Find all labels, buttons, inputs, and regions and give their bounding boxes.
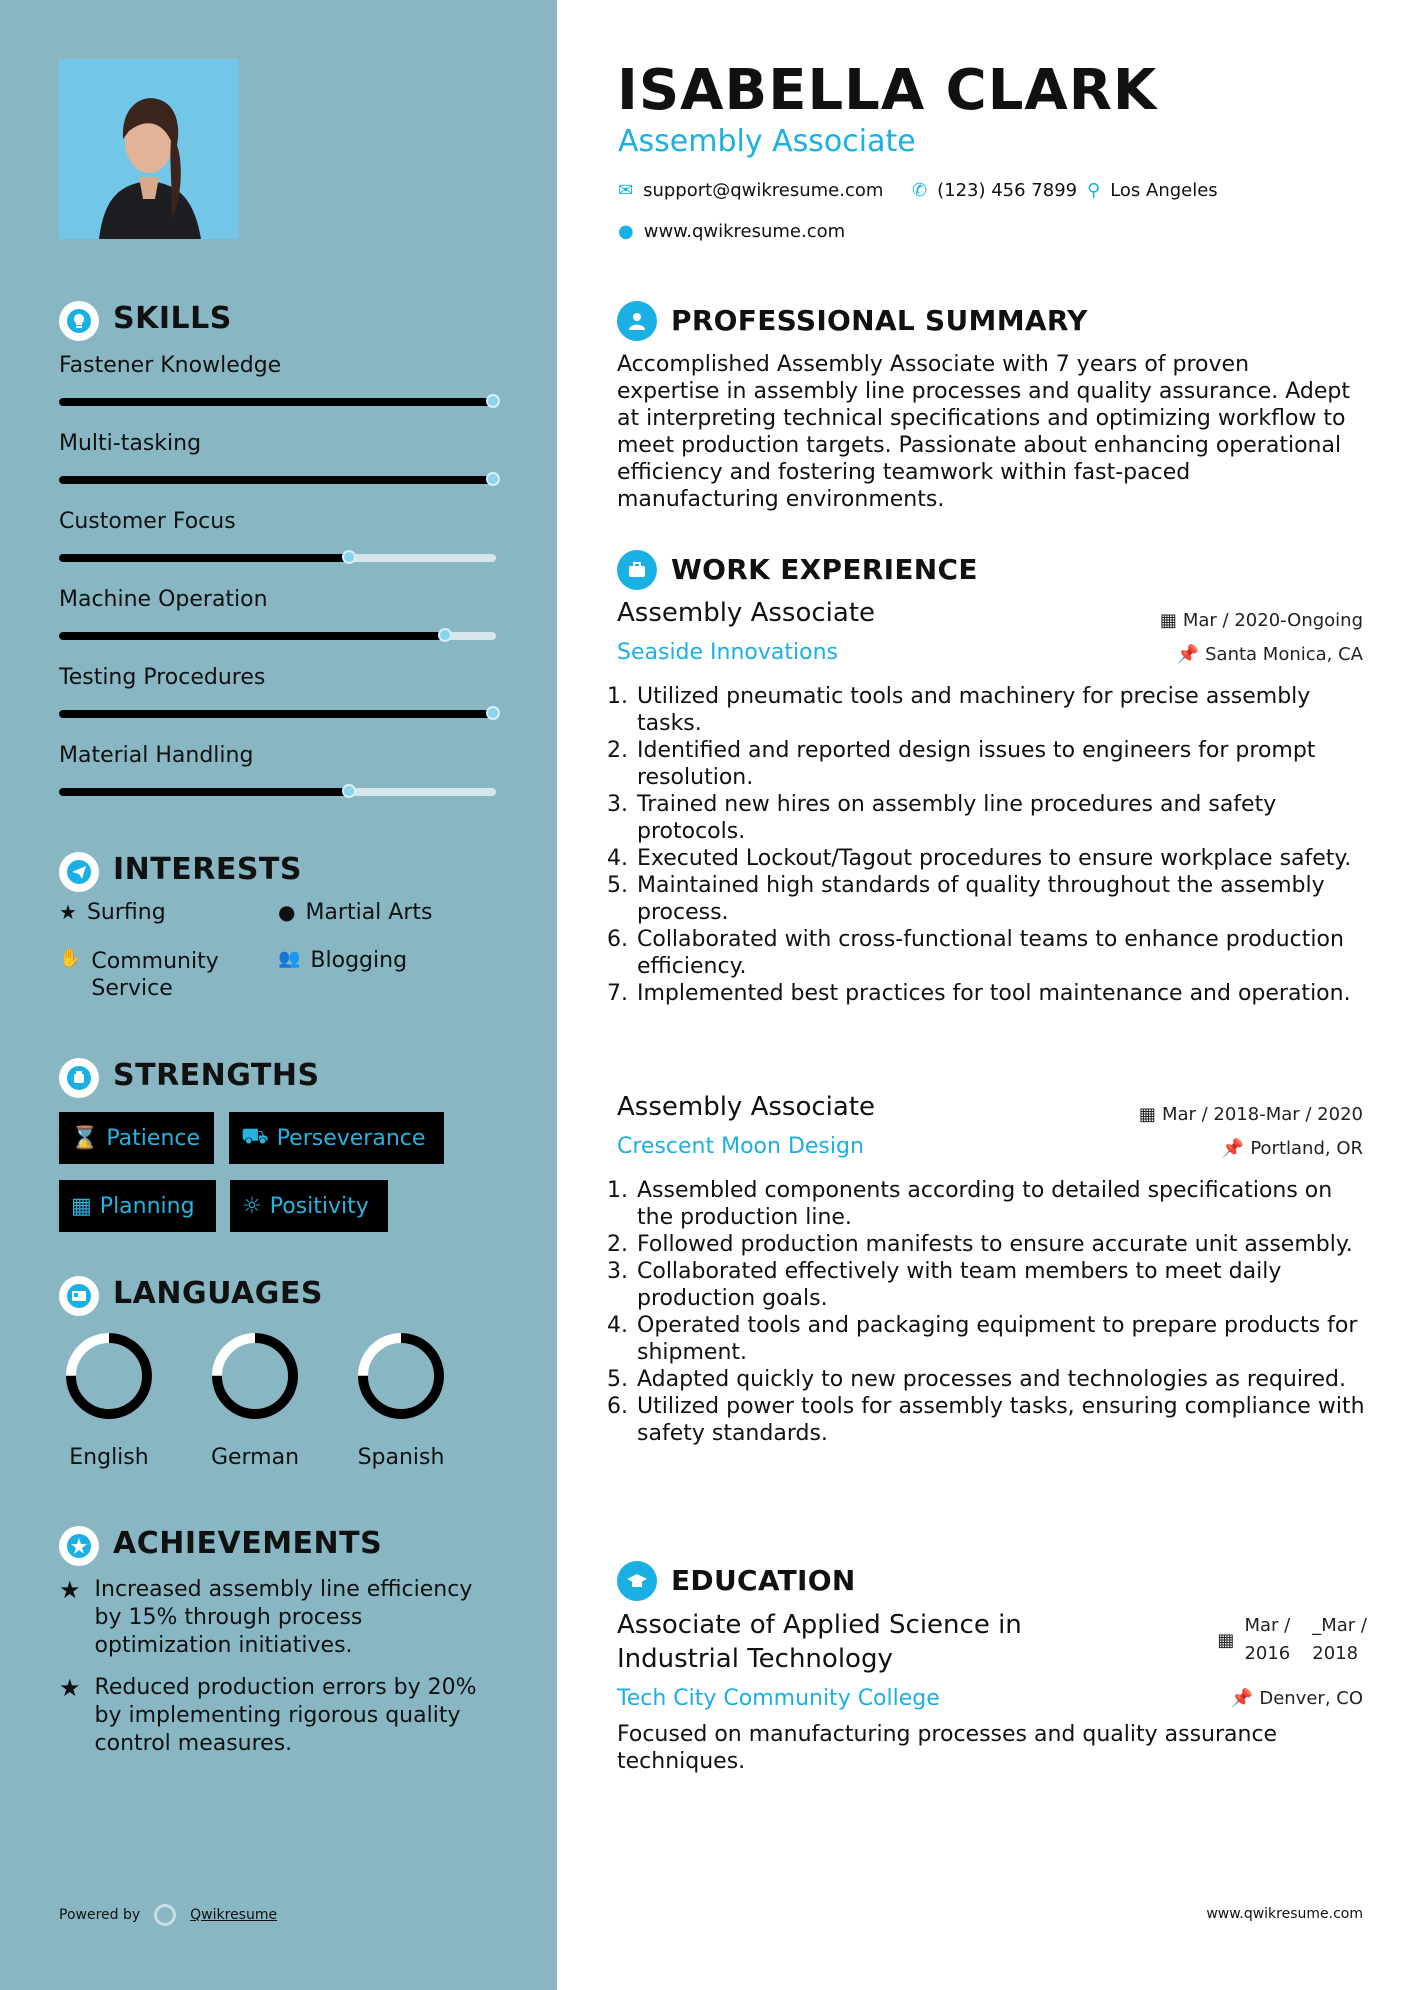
skill-bar-fill [59,476,496,484]
language-ring [210,1331,300,1425]
pin-icon: 📌 [1230,1688,1254,1709]
achievement-item: ★ Reduced production errors by 20% by implementing rigorous quality control measures. [59,1674,477,1756]
candidate-role: Assembly Associate [618,124,916,159]
skill-label: Customer Focus [59,509,236,534]
job-bullet: 4. Executed Lockout/Tagout procedures to ensure workplace safety. [635,845,1375,872]
job-date: ▦ Mar / 2018-Mar / 2020 [1138,1104,1363,1125]
qwikresume-link[interactable]: Qwikresume [190,1907,278,1923]
candidate-name: ISABELLA CLARK [617,58,1158,123]
skill-bar [59,476,496,484]
contact-phone: ✆ (123) 456 7899 [912,180,1078,201]
skill-label: Testing Procedures [59,665,266,690]
user-icon [617,301,657,341]
language-card-icon [59,1276,99,1316]
languages-heading: LANGUAGES [113,1276,323,1311]
achievements-heading: ACHIEVEMENTS [113,1526,383,1561]
job-company: Crescent Moon Design [617,1134,864,1159]
skill-label: Machine Operation [59,587,268,612]
language-label: Spanish [357,1445,445,1470]
users-icon: 👥 [278,948,301,969]
skill-bar-fill [59,788,352,796]
briefcase-icon [617,550,657,590]
job-bullet: 2. Identified and reported design issues to engineers for prompt resolution. [635,737,1375,791]
strength-tag: ☼ Positivity [230,1180,388,1232]
contact-location: ⚲ Los Angeles [1087,180,1218,201]
skill-bar [59,710,496,718]
envelope-icon: ✉ [618,180,634,201]
interest-item: ● Martial Arts [278,900,433,925]
paper-plane-icon [59,852,99,892]
skill-bar-fill [59,554,352,562]
school-location: 📌 Denver, CO [1230,1688,1363,1709]
sun-icon: ☼ [242,1193,262,1219]
skill-bar-fill [59,632,448,640]
globe-icon: ● [278,900,296,924]
calendar-icon: ▦ [71,1193,92,1219]
trophy-star-icon [59,1526,99,1566]
job-bullets [617,1177,1375,1447]
pin-icon: 📌 [1221,1138,1245,1159]
skill-label: Multi-tasking [59,431,202,456]
skill-bar-handle [486,706,500,720]
main-content [557,0,1407,1990]
graduation-cap-icon [617,1561,657,1601]
phone-icon: ✆ [912,180,928,201]
fist-icon [59,1058,99,1098]
job-bullet: 1. Assembled components according to detailed specifications on the production line. [635,1177,1375,1231]
footer-url[interactable]: www.qwikresume.com [1206,1906,1363,1922]
skill-bar [59,632,496,640]
summary-heading: PROFESSIONAL SUMMARY [671,304,1088,337]
job-bullets [617,683,1375,1007]
interest-item: ★ Surfing [59,900,166,925]
strength-tag: ⛟ Perseverance [229,1112,444,1164]
job-bullet: 2. Followed production manifests to ensure accurate unit assembly. [635,1231,1375,1258]
language-ring [356,1331,446,1425]
job-bullet: 6. Utilized power tools for assembly tasks, ensuring compliance with safety standards. [635,1393,1375,1447]
interest-item: ✋ Community Service [59,948,219,1001]
language-label: English [69,1445,149,1470]
skills-heading: SKILLS [113,301,232,336]
skill-bar-handle [486,472,500,486]
job-bullet: 1. Utilized pneumatic tools and machinery for precise assembly tasks. [635,683,1375,737]
skill-bar-fill [59,398,496,406]
skill-bar [59,554,496,562]
job-date: ▦ Mar / 2020-Ongoing [1159,610,1363,631]
language-ring [64,1331,154,1425]
calendar-icon: ▦ [1159,610,1177,631]
globe-icon: ● [618,221,634,242]
job-title: Assembly Associate [617,1092,876,1122]
education-date: ▦ Mar / 2016 _Mar / 2018 [1217,1615,1367,1664]
job-bullet: 5. Maintained high standards of quality throughout the assembly process. [635,872,1375,926]
job-bullet: 7. Implemented best practices for tool maintenance and operation. [635,980,1375,1007]
interests-heading: INTERESTS [113,852,302,887]
calendar-icon: ▦ [1138,1104,1156,1125]
skill-bar-handle [438,628,452,642]
education-description: Focused on manufacturing processes and quality assurance techniques. [617,1722,1278,1774]
shooting-star-icon: ★ [59,1576,81,1604]
school-name: Tech City Community College [617,1686,940,1711]
contact-email: ✉ support@qwikresume.com [618,180,884,201]
job-location: 📌 Portland, OR [1221,1138,1363,1159]
skill-bar [59,398,496,406]
job-title: Assembly Associate [617,598,876,628]
degree: Associate of Applied Science in Industrial Technology [617,1610,1022,1674]
job-bullet: 3. Trained new hires on assembly line procedures and safety protocols. [635,791,1375,845]
skill-bar-handle [342,784,356,798]
calendar-icon: ▦ [1217,1629,1235,1651]
job-bullet: 6. Collaborated with cross-functional teams to enhance production efficiency. [635,926,1375,980]
shooting-star-icon: ★ [59,1674,81,1702]
job-bullet: 5. Adapted quickly to new processes and technologies as required. [635,1366,1375,1393]
education-heading: EDUCATION [671,1564,856,1597]
job-location: 📌 Santa Monica, CA [1176,644,1363,665]
skill-bar-handle [342,550,356,564]
job-company: Seaside Innovations [617,640,838,665]
skill-bar-handle [486,394,500,408]
lightbulb-icon [59,301,99,341]
achievement-item: ★ Increased assembly line efficiency by 15% through process optimization initiatives. [59,1576,473,1658]
interest-item: 👥 Blogging [278,948,408,973]
language-label: German [210,1445,300,1470]
strengths-heading: STRENGTHS [113,1058,320,1093]
binoculars-icon: ⛟ [241,1124,269,1149]
skill-label: Fastener Knowledge [59,353,282,378]
person-portrait-icon [59,59,239,239]
qwikresume-logo-icon [154,1904,176,1926]
map-pin-icon: ⚲ [1087,180,1101,201]
sidebar [0,0,557,1990]
job-bullet: 4. Operated tools and packaging equipment to prepare products for shipment. [635,1312,1375,1366]
summary-text: Accomplished Assembly Associate with 7 years of proven expertise in assembly line processes and quality assurance. Adept at interpreting technical specifications and optimizing workflow to meet production targets. Passionate about enhancing operational efficiency and fostering teamwork within fast-paced manufacturing environments. [617,352,1351,512]
skill-bar [59,788,496,796]
job-bullet: 3. Collaborated effectively with team members to meet daily production goals. [635,1258,1375,1312]
pin-icon: 📌 [1176,644,1200,665]
profile-photo [59,59,239,239]
experience-heading: WORK EXPERIENCE [671,553,978,586]
skill-bar-fill [59,710,496,718]
contact-website: ● www.qwikresume.com [618,221,846,242]
powered-by: Powered by Qwikresume [59,1904,277,1926]
strength-tag: ⌛ Patience [59,1112,214,1164]
hourglass-icon: ⌛ [71,1125,99,1151]
skill-label: Material Handling [59,743,254,768]
hand-icon: ✋ [59,948,82,969]
star-icon: ★ [59,900,77,924]
strength-tag: ▦ Planning [59,1180,216,1232]
